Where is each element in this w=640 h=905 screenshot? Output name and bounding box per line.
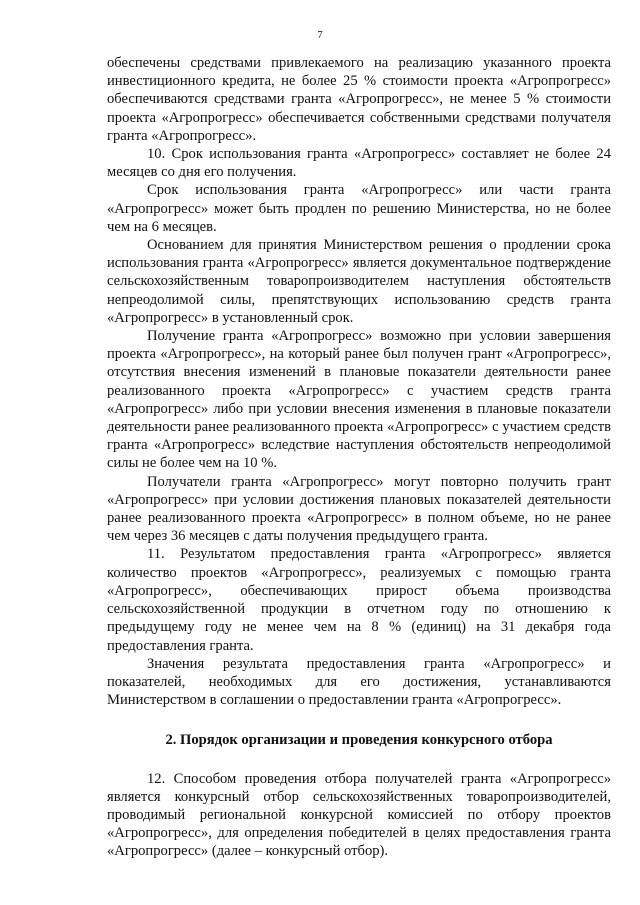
- paragraph-result-values: Значения результата предоставления гранта «Агропрогресс» и показателей, необходимых для его достижения, устанавливаются Министерством в соглашении о предоставлении гранта «Агропрогресс».: [107, 655, 611, 709]
- paragraph-extension-term: Срок использования гранта «Агропрогресс» или части гранта «Агропрогресс» может быть продлен по решению Министерства, но не более чем на 6 месяцев.: [107, 182, 611, 235]
- paragraph-clause-12: 12. Способом проведения отбора получателей гранта «Агропрогресс» является конкурсный отбор сельскохозяйственных товаропроизводителей, проводимый региональной конкурсной комиссией по отбору проектов «Агропрогресс», для определения победителей в целях предоставления гранта «Агропрогресс» (далее – конкурсный отбор).: [107, 770, 611, 860]
- paragraph-clause-11: 11. Результатом предоставления гранта «Агропрогресс» является количество проектов «Агропрогресс», реализуемых с помощью гранта «Агропрогресс», обеспечивающих прирост объема производства сельскохозяйственной продукции в отчетном году по отношению к предыдущему году не менее чем на 8 % (единиц) на 31 декабря года предоставления гранта.: [107, 546, 611, 654]
- paragraph-grant-condition: Получение гранта «Агропрогресс» возможно при условии завершения проекта «Агропрогресс», на который ранее был получен грант «Агропрогресс», отсутствия внесения изменений в плановые показатели деятельности ранее реализованного проекта «Агропрогресс» с участием средств гранта «Агропрогресс» либо при условии внесения изменения в плановые показатели деятельности ранее реализованного проекта «Агропрогресс» с участием средств гранта «Агропрогресс» вследствие наступления обстоятельств непреодолимой силы не более чем на 10 %.: [107, 328, 611, 472]
- page-number: 7: [317, 30, 323, 41]
- paragraph-repeat-grant: Получатели гранта «Агропрогресс» могут повторно получить грант «Агропрогресс» при условии достижения плановых показателей деятельности ранее реализованного проекта «Агропрогресс» в полном объеме, но не ранее чем через 36 месяцев с даты получения предыдущего гранта.: [107, 473, 611, 545]
- paragraph-extension-basis: Основанием для принятия Министерством решения о продлении срока использования гранта «Агропрогресс» является документальное подтверждение сельскохозяйственным товаропроизводителем наступления обстоятельств непреодолимой силы, препятствующих использованию средств гранта «Агропрогресс» в установленный срок.: [107, 237, 611, 326]
- document-body: [107, 54, 611, 861]
- paragraph-clause-10: 10. Срок использования гранта «Агропрогресс» составляет не более 24 месяцев со дня его получения.: [107, 146, 611, 181]
- section-heading: 2. Порядок организации и проведения конкурсного отбора: [165, 732, 553, 749]
- paragraph-continuation: обеспечены средствами привлекаемого на реализацию указанного проекта инвестиционного кредита, не более 25 % стоимости проекта «Агропрогресс» обеспечиваются средствами гранта «Агропрогресс», не менее 5 % стоимости проекта «Агропрогресс» обеспечивается собственными средствами получателя гранта «Агропрогресс».: [107, 55, 611, 144]
